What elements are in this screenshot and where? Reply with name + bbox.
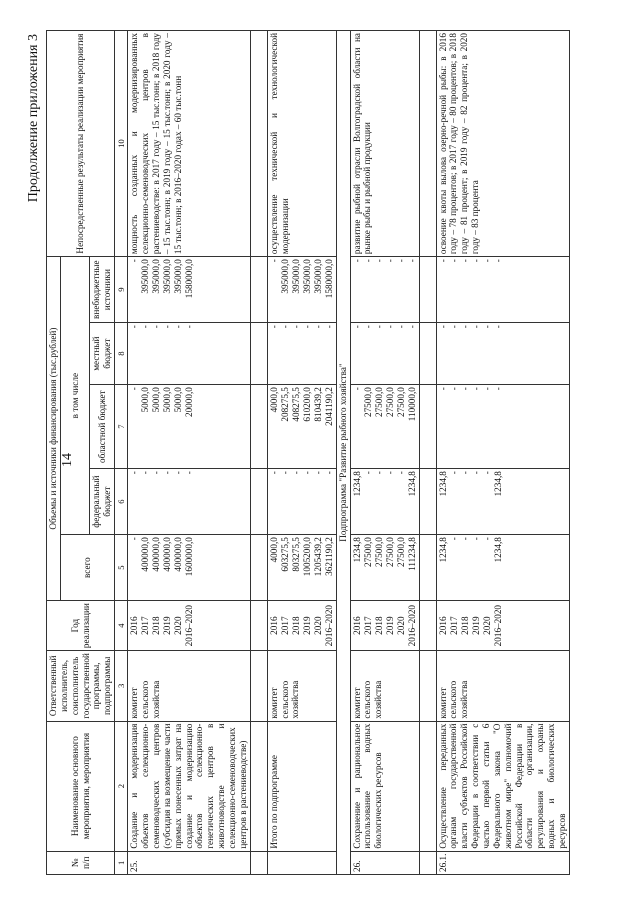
cell-value: - <box>470 325 481 329</box>
row-extra <box>436 257 569 323</box>
cell-value: - <box>129 387 140 391</box>
cell-value: 3621190,2 <box>323 537 334 576</box>
row-result: освоение квоты вылова озерно-речной рыбы: в 2016 году – 78 процентов; в 2017 году – 80 процентов; в 2018 году – 81 процент; в 2019 году – 82 процента; в 2020 году – 83 процента <box>436 31 569 257</box>
cell-value: - <box>481 471 492 475</box>
header-executor: Ответственный исполнитель, соисполнитель государственной программы, подпрограммы <box>47 651 115 721</box>
spacer-cell <box>419 323 436 385</box>
spacer-cell <box>419 851 436 874</box>
spacer-cell <box>250 535 267 601</box>
row-number: 25. <box>128 851 250 874</box>
spacer-cell <box>419 535 436 601</box>
cell-value: - <box>362 471 373 475</box>
header-year: Год реализации <box>47 601 115 651</box>
table-row <box>267 31 336 875</box>
cell-value: - <box>351 325 362 329</box>
cell-value: 2020 <box>312 616 323 635</box>
row-number <box>267 851 336 874</box>
cell-value: 1234,8 <box>351 471 362 497</box>
col-number: 4 <box>115 601 128 651</box>
cell-value: 395000,0 <box>290 259 301 294</box>
cell-value: 2016 <box>437 616 448 635</box>
header-name: Наименование основного мероприятия, мероприятия <box>47 721 115 851</box>
cell-value: - <box>373 471 384 475</box>
cell-value: 395000,0 <box>151 259 162 294</box>
cell-value: - <box>268 325 279 329</box>
cell-value: 810439,2 <box>312 387 323 422</box>
cell-value: 1205439,2 <box>312 537 323 577</box>
cell-value: 408275,5 <box>290 387 301 422</box>
cell-value: 2020 <box>481 616 492 635</box>
spacer-cell <box>419 257 436 323</box>
cell-value: 2017 <box>279 616 290 635</box>
cell-value: 27500,0 <box>373 387 384 417</box>
spacer-cell <box>419 385 436 469</box>
row-name: Итого по подпрограмме <box>267 721 336 851</box>
cell-value: - <box>470 259 481 263</box>
row-regional <box>267 385 336 469</box>
spacer-cell <box>250 469 267 535</box>
col-number: 3 <box>115 651 128 721</box>
cell-value: - <box>448 387 459 391</box>
cell-value: 2017 <box>448 616 459 635</box>
row-executor: комитет сельского хозяйства <box>128 651 250 721</box>
cell-value: 1580000,0 <box>323 259 334 299</box>
cell-value: - <box>162 471 173 475</box>
cell-value: - <box>384 325 395 329</box>
subprogram-title: Подпрограмма "Развитие рыбного хозяйства" <box>336 31 350 875</box>
col-number: 7 <box>115 385 128 469</box>
row-number: 26.1. <box>436 851 569 874</box>
row-total <box>267 535 336 601</box>
row-years <box>267 601 336 651</box>
header-incl: в том числе <box>60 257 90 535</box>
row-executor: комитет сельского хозяйства <box>436 651 569 721</box>
cell-value: 2041190,2 <box>323 387 334 426</box>
cell-value: - <box>323 471 334 475</box>
cell-value: - <box>481 325 492 329</box>
row-federal <box>350 469 419 535</box>
row-years <box>436 601 569 651</box>
cell-value: - <box>129 537 140 541</box>
cell-value: - <box>351 387 362 391</box>
cell-value: - <box>373 325 384 329</box>
cell-value: - <box>384 471 395 475</box>
cell-value: 400000,0 <box>151 537 162 572</box>
row-years <box>350 601 419 651</box>
cell-value: 5000,0 <box>140 387 151 413</box>
cell-value: 2017 <box>140 616 151 635</box>
cell-value: - <box>140 471 151 475</box>
cell-value: - <box>406 325 417 329</box>
cell-value: 1580000,0 <box>184 259 195 299</box>
spacer-cell <box>250 721 267 851</box>
cell-value: - <box>395 325 406 329</box>
row-result: развитие рыбной отрасли Волгоградской области на рынке рыбы и рыбной продукции <box>350 31 419 257</box>
header-no: № п/п <box>47 851 115 874</box>
table-row <box>128 31 250 875</box>
cell-value: 110000,0 <box>406 387 417 422</box>
cell-value: 27500,0 <box>362 387 373 417</box>
cell-value: - <box>362 259 373 263</box>
cell-value: 1234,8 <box>406 471 417 497</box>
cell-value: 610200,0 <box>301 387 312 422</box>
cell-value: - <box>373 259 384 263</box>
row-extra <box>350 257 419 323</box>
spacer-cell <box>250 851 267 874</box>
cell-value: - <box>268 471 279 475</box>
cell-value: 208275,5 <box>279 387 290 422</box>
cell-value: - <box>459 471 470 475</box>
row-local <box>267 323 336 385</box>
spacer-cell <box>419 721 436 851</box>
cell-value: - <box>492 259 503 263</box>
row-local <box>350 323 419 385</box>
row-spacer <box>250 31 267 875</box>
row-name: Осуществление переданных органам государственной власти субъектов Российской Федерации в соответствии с частью первой статьи 6 Федерального закона "О животном мире" полномочий Российской Федерации в области организации, регулирования и охраны водных и биологических ресурсов <box>436 721 569 851</box>
cell-value: - <box>448 259 459 263</box>
spacer-cell <box>250 31 267 257</box>
cell-value: - <box>312 471 323 475</box>
cell-value: - <box>470 537 481 541</box>
cell-value: - <box>173 325 184 329</box>
cell-value: 395000,0 <box>173 259 184 294</box>
cell-value: - <box>290 471 301 475</box>
cell-value: - <box>448 537 459 541</box>
cell-value: - <box>459 387 470 391</box>
cell-value: - <box>459 325 470 329</box>
header-local: местный бюджет <box>90 323 115 385</box>
spacer-cell <box>250 601 267 651</box>
row-name: Сохранение и рациональное использование водных биологических ресурсов <box>350 721 419 851</box>
cell-value: 1234,8 <box>351 537 362 563</box>
cell-value: 27500,0 <box>373 537 384 567</box>
spacer-cell <box>250 385 267 469</box>
cell-value: 400000,0 <box>162 537 173 572</box>
cell-value: - <box>140 325 151 329</box>
cell-value: 395000,0 <box>140 259 151 294</box>
row-federal <box>436 469 569 535</box>
header-result: Непосредственные результаты реализации мероприятия <box>47 31 115 257</box>
row-extra <box>267 257 336 323</box>
row-federal <box>128 469 250 535</box>
cell-value: - <box>470 471 481 475</box>
cell-value: - <box>492 325 503 329</box>
row-name: Создание и модернизация объектов селекционно-семеноводческих центров (субсидия на возмещение части прямых понесенных затрат на создание и модернизацию объектов селекционно-генетических центров в животноводстве и селекционно-семеноводческих центров в растениеводстве) <box>128 721 250 851</box>
cell-value: 2018 <box>290 616 301 635</box>
spacer-cell <box>419 469 436 535</box>
row-executor: комитет сельского хозяйства <box>350 651 419 721</box>
cell-value: - <box>362 325 373 329</box>
cell-value: - <box>151 471 162 475</box>
cell-value: 2019 <box>384 616 395 635</box>
cell-value: - <box>448 471 459 475</box>
cell-value: - <box>437 387 448 391</box>
cell-value: 400000,0 <box>173 537 184 572</box>
cell-value: - <box>481 387 492 391</box>
cell-value: 4000,0 <box>268 387 279 413</box>
subprogram-row <box>336 31 350 875</box>
cell-value: - <box>129 325 140 329</box>
row-total <box>128 535 250 601</box>
table-body <box>128 31 570 875</box>
cell-value: - <box>395 259 406 263</box>
cell-value: - <box>312 325 323 329</box>
header-extra: внебюджетные источники <box>90 257 115 323</box>
row-total <box>350 535 419 601</box>
header-financing: Объемы и источники финансирования (тыс.рублей) <box>47 257 61 601</box>
cell-value: - <box>129 471 140 475</box>
cell-value: - <box>268 259 279 263</box>
cell-value: 5000,0 <box>151 387 162 413</box>
cell-value: - <box>481 537 492 541</box>
cell-value: 2016–2020 <box>492 604 503 647</box>
row-extra <box>128 257 250 323</box>
cell-value: - <box>184 325 195 329</box>
cell-value: - <box>173 471 184 475</box>
cell-value: - <box>279 325 290 329</box>
cell-value: 27500,0 <box>384 387 395 417</box>
cell-value: 1234,8 <box>492 537 503 563</box>
cell-value: 20000,0 <box>184 387 195 417</box>
cell-value: 603275,5 <box>279 537 290 572</box>
cell-value: 5000,0 <box>162 387 173 413</box>
cell-value: 400000,0 <box>140 537 151 572</box>
row-federal <box>267 469 336 535</box>
cell-value: - <box>184 471 195 475</box>
row-years <box>128 601 250 651</box>
cell-value: 1234,8 <box>492 471 503 497</box>
cell-value: 2016 <box>129 616 140 635</box>
cell-value: 27500,0 <box>362 537 373 567</box>
cell-value: 803275,5 <box>290 537 301 572</box>
col-number: 6 <box>115 469 128 535</box>
cell-value: - <box>151 325 162 329</box>
cell-value: 5000,0 <box>173 387 184 413</box>
cell-value: - <box>448 325 459 329</box>
row-local <box>128 323 250 385</box>
cell-value: - <box>481 259 492 263</box>
cell-value: - <box>406 259 417 263</box>
cell-value: - <box>323 325 334 329</box>
cell-value: 27500,0 <box>384 537 395 567</box>
cell-value: 2018 <box>373 616 384 635</box>
cell-value: 1234,8 <box>437 471 448 497</box>
col-number: 1 <box>115 851 128 874</box>
header-total: всего <box>60 535 114 601</box>
spacer-cell <box>250 651 267 721</box>
row-local <box>436 323 569 385</box>
row-executor: комитет сельского хозяйства <box>267 651 336 721</box>
cell-value: 2016 <box>351 616 362 635</box>
row-total <box>436 535 569 601</box>
cell-value: 2018 <box>459 616 470 635</box>
cell-value: 2020 <box>395 616 406 635</box>
cell-value: - <box>437 325 448 329</box>
spacer-cell <box>419 651 436 721</box>
cell-value: - <box>162 325 173 329</box>
cell-value: 395000,0 <box>312 259 323 294</box>
cell-value: - <box>279 471 290 475</box>
col-number: 2 <box>115 721 128 851</box>
page-number: 14 <box>60 453 75 467</box>
cell-value: - <box>129 259 140 263</box>
cell-value: 2018 <box>151 616 162 635</box>
cell-value: - <box>395 471 406 475</box>
cell-value: - <box>384 259 395 263</box>
table-row <box>350 31 419 875</box>
spacer-cell <box>250 257 267 323</box>
row-number: 26. <box>350 851 419 874</box>
spacer-cell <box>250 323 267 385</box>
column-number-row <box>115 31 128 875</box>
col-number: 8 <box>115 323 128 385</box>
cell-value: 2016–2020 <box>406 604 417 647</box>
header-federal: федеральный бюджет <box>90 469 115 535</box>
cell-value: 2019 <box>301 616 312 635</box>
cell-value: 2019 <box>162 616 173 635</box>
row-result: мощность созданных и модернизированных селекционно-семеноводческих центров в растениеводстве: в 2017 году – 15 тыс.тонн; в 2018 году – 15 тыс.тонн; в 2019 году – 15 тыс.тонн; в 2020 году – 15 тыс.тонн; в 2016–2020 годах – 60 тыс.тонн <box>128 31 250 257</box>
spacer-cell <box>419 31 436 257</box>
cell-value: 395000,0 <box>301 259 312 294</box>
appendix-title: Продолжение приложения 3 <box>26 34 41 203</box>
row-spacer <box>419 31 436 875</box>
cell-value: 4000,0 <box>268 537 279 563</box>
cell-value: 2016 <box>268 616 279 635</box>
cell-value: 2016–2020 <box>323 604 334 647</box>
header-regional: областной бюджет <box>90 385 115 469</box>
cell-value: - <box>301 325 312 329</box>
cell-value: - <box>437 259 448 263</box>
spacer-cell <box>419 601 436 651</box>
cell-value: 395000,0 <box>279 259 290 294</box>
cell-value: 2016–2020 <box>184 604 195 647</box>
cell-value: 1005200,0 <box>301 537 312 577</box>
cell-value: - <box>459 259 470 263</box>
cell-value: 395000,0 <box>162 259 173 294</box>
col-number: 9 <box>115 257 128 323</box>
table-row <box>436 31 569 875</box>
row-result: осуществление технической и технологической модернизации <box>267 31 336 257</box>
row-regional <box>128 385 250 469</box>
cell-value: - <box>470 387 481 391</box>
cell-value: 27500,0 <box>395 387 406 417</box>
cell-value: - <box>301 471 312 475</box>
cell-value: - <box>290 325 301 329</box>
program-table <box>46 30 570 875</box>
cell-value: 2017 <box>362 616 373 635</box>
cell-value: 1600000,0 <box>184 537 195 577</box>
cell-value: 1234,8 <box>437 537 448 563</box>
row-regional <box>436 385 569 469</box>
cell-value: 2020 <box>173 616 184 635</box>
col-number: 10 <box>115 31 128 257</box>
cell-value: - <box>459 537 470 541</box>
cell-value: - <box>351 259 362 263</box>
row-regional <box>350 385 419 469</box>
cell-value: 111234,8 <box>406 537 417 571</box>
cell-value: - <box>492 387 503 391</box>
col-number: 5 <box>115 535 128 601</box>
cell-value: 27500,0 <box>395 537 406 567</box>
cell-value: 2019 <box>470 616 481 635</box>
